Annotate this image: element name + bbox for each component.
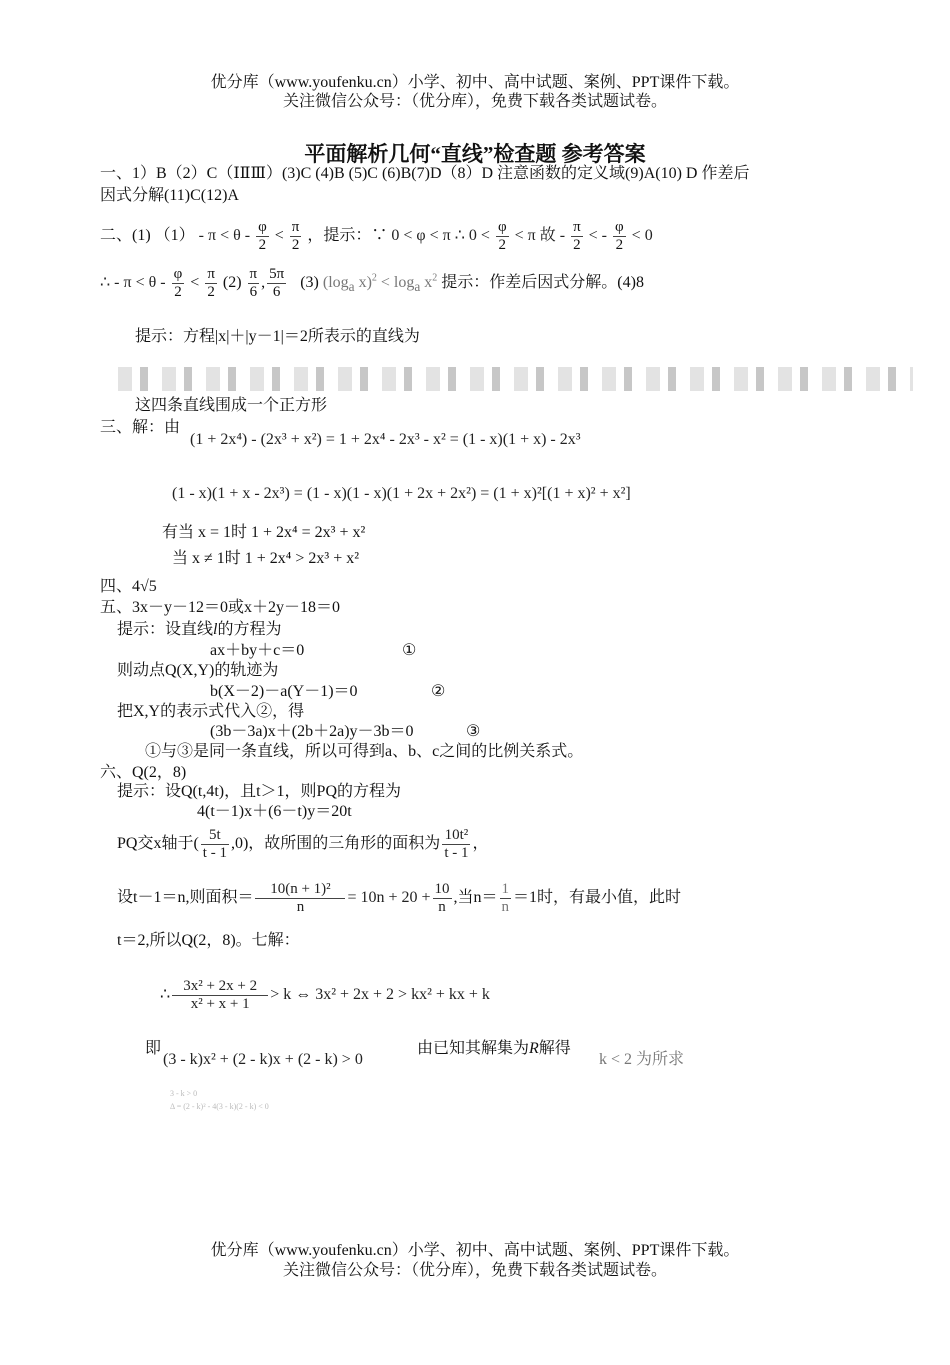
sec6-hint1: 提示：设Q(t,4t)，且t＞1，则PQ的方程为 — [117, 783, 402, 800]
sec7-known-line — [417, 1039, 571, 1059]
sec1-line-2: 因式分解(11)C(12)A — [100, 187, 239, 204]
sec5-hint1-text: 提示：设直线 — [117, 621, 214, 638]
frac-num: φ — [497, 218, 507, 235]
sec4-root: √5 — [140, 578, 157, 595]
sec4 — [100, 577, 157, 597]
frac-den: 2 — [207, 283, 215, 300]
frac-phi-2b — [496, 219, 509, 254]
footer-line-2: 关注微信公众号：（优分库），免费下载各类试题试卷。 — [282, 1262, 667, 1279]
sec2-hint4: 提示：方程|x|＋|y－1|＝2所表示的直线为 — [135, 328, 420, 345]
sec2-prefix: 二、(1) （1） — [100, 227, 195, 244]
sec5-eq3: (3b－3a)x＋(2b＋2a)y－3b＝0 — [210, 723, 414, 740]
sec2-hint5: 这四条直线围成一个正方形 — [135, 397, 328, 414]
sec2-item2: (2) — [222, 274, 242, 291]
sec2-expr1b: 0 < φ < π ∴ 0 < — [391, 227, 490, 244]
frac-den: t - 1 — [444, 844, 469, 861]
frac-num: π — [291, 218, 300, 235]
log-base-2: a — [414, 279, 421, 295]
frac-pi-6 — [248, 266, 260, 301]
sec5-eq2: b(X－2)－a(Y－1)＝0 — [210, 683, 358, 700]
sec6-final: t＝2,所以Q(2，8)。七解： — [117, 932, 300, 949]
log-x: x) — [354, 274, 372, 291]
sec2-lt-zero: < 0 — [631, 227, 653, 244]
frac-phi-2c — [613, 219, 626, 254]
sec5-answer: 五、3x－y－12＝0或x＋2y－18＝0 — [100, 599, 341, 616]
sec6-set-line — [117, 880, 681, 916]
footer-line-1: 优分库（www.youfenku.cn）小学、初中、高中试题、案例、PPT课件下载。 — [210, 1242, 740, 1259]
frac-den: 2 — [573, 236, 581, 253]
frac-10-n — [433, 881, 452, 916]
sec5-mark3: ③ — [466, 723, 481, 740]
sec5-eq1: ax＋by＋c＝0 — [210, 642, 305, 659]
page-title: 平面解析几何“直线”检查题 参考答案 — [304, 142, 646, 166]
frac-num: φ — [615, 218, 624, 235]
frac-num: 5π — [269, 265, 285, 282]
frac-num: 10(n + 1)² — [255, 881, 345, 899]
sec6-pq-mid: ,0)，故所围的三角形的面积为 — [230, 835, 441, 852]
sec2-expr1a: - π < θ - — [198, 227, 251, 244]
frac-pi-2d — [205, 266, 217, 301]
sec7-ineq: (3 - k)x² + (2 - k)x + (2 - k) > 0 — [163, 1051, 363, 1068]
sec6-pq-start: PQ交x轴于( — [117, 835, 199, 852]
frac-1-n — [500, 881, 512, 916]
sec5-hint1-l: l — [213, 621, 218, 638]
header-line-2: 关注微信公众号：（优分库），免费下载各类试题试卷。 — [282, 93, 667, 110]
sec3-label: 三、解：由 — [100, 419, 181, 436]
frac-area — [255, 881, 345, 916]
sec2-line-1: 二、(1) （1） - π < θ - $\frac{\varphi}{2}$ < $\frac{\pi}{2}$ ，提示：∵ 0 < φ < π ∴ 0 < $\frac{\varphi}{2}$ < π 故 - $\frac{\pi}{2}$ < - $\frac{\varphi}{2}$ < 0 — [100, 218, 653, 253]
log-open: (log — [322, 274, 349, 291]
sec5-hint3: 把X,Y的表示式代入②，得 — [117, 703, 305, 720]
frac-den: n — [438, 898, 446, 915]
sec7-known: 由已知其解集为 — [417, 1040, 530, 1057]
log-base: a — [348, 279, 355, 295]
frac-sec7 — [172, 978, 268, 1013]
frac-5pi-6 — [267, 266, 286, 301]
frac-den: 2 — [174, 283, 182, 300]
sec7-R: R — [529, 1040, 539, 1057]
frac-den: n — [501, 898, 510, 915]
frac-phi-2 — [256, 219, 269, 254]
sec2-lt-pi: < π 故 - — [514, 227, 566, 244]
frac-num: φ — [173, 265, 183, 282]
sec6-set-mid: = 10n + 20 + — [347, 889, 431, 906]
sec7-ji: 即 — [145, 1040, 162, 1057]
frac-phi-2d — [172, 266, 185, 301]
frac-num: φ — [258, 218, 267, 235]
sec6-set-end: ＝1时，有最小值，此时 — [513, 889, 682, 906]
sec2-item3: (3) — [300, 274, 319, 291]
sec2-lt-neg: < - — [588, 227, 607, 244]
log-x2: x — [420, 274, 433, 291]
frac-num: 10t² — [442, 827, 470, 845]
frac-10t2 — [442, 827, 470, 862]
frac-den: n — [296, 898, 305, 915]
frac-den: t - 1 — [202, 844, 227, 861]
frac-num: π — [249, 265, 258, 282]
sec6-answer: 六、Q(2，8) — [100, 764, 187, 781]
sec3-case1: 有当 x = 1时 1 + 2x⁴ = 2x³ + x² — [162, 524, 366, 541]
sec7-cond-2: Δ = (2 - k)² - 4(3 - k)(2 - k) < 0 — [170, 1102, 269, 1111]
sec2-hint: ，提示：∵ — [307, 227, 388, 244]
frac-5t — [201, 827, 229, 862]
sec6-set-start: 设t－1＝n,则面积＝ — [117, 889, 254, 906]
sec5-hint4: ①与③是同一条直线，所以可得到a、b、c之间的比例关系式。 — [145, 743, 584, 760]
log-expr — [322, 272, 438, 295]
frac-den: 2 — [498, 236, 507, 253]
sec2-hint3: 提示：作差后因式分解。(4)8 — [441, 274, 644, 291]
frac-num: 10 — [434, 880, 450, 897]
frac-den: 6 — [249, 283, 258, 300]
sec7-rhs: > k ⇔ 3x² + 2x + 2 > kx² + kx + k — [270, 986, 490, 1003]
frac-den: x² + x + 1 — [190, 995, 250, 1012]
sec7-result: k < 2 为所求 — [599, 1051, 685, 1068]
sec2-line2-start: ∴ - π < θ - — [100, 274, 166, 291]
sec7-de: 解得 — [538, 1040, 571, 1057]
sec6-pq-line — [117, 826, 489, 862]
frac-num: 5t — [201, 827, 229, 845]
frac-num: π — [573, 218, 581, 235]
sec6-eq1: 4(t－1)x＋(6－t)y＝20t — [197, 803, 352, 820]
sec5-hint1-end: 的方程为 — [217, 621, 282, 638]
sec4-label: 四、4 — [100, 578, 141, 595]
sec7-line-1 — [160, 975, 490, 1015]
frac-pi-2b — [571, 219, 583, 254]
sec6-set-mid2: ,当n＝ — [453, 889, 498, 906]
sec3-case2: 当 x ≠ 1时 1 + 2x⁴ > 2x³ + x² — [172, 550, 360, 567]
frac-den: 2 — [258, 236, 267, 253]
sec6-pq-end: ， — [472, 835, 489, 852]
header-line-1: 优分库（www.youfenku.cn）小学、初中、高中试题、案例、PPT课件下载。 — [210, 74, 740, 91]
frac-den: 2 — [291, 236, 300, 253]
frac-den: 2 — [615, 236, 624, 253]
sec5-mark2: ② — [431, 683, 446, 700]
sec3-eq2: (1 - x)(1 + x - 2x³) = (1 - x)(1 - x)(1 + 2x + 2x²) = (1 + x)²[(1 + x)² + x²] — [172, 485, 631, 502]
sec5-hint2: 则动点Q(X,Y)的轨迹为 — [117, 662, 279, 679]
log-sq-2: 2 — [432, 272, 438, 284]
frac-pi-2 — [290, 219, 302, 254]
sec2-line-2: ∴ - π < θ - $\frac{\varphi}{2}$ < $\frac{\pi}{2}$ (2) $\frac{\pi}{6}$ , $\frac{5\pi}{6}$ (3) ($\log_a$ $x)^2 < \log_a x^2$ 提示：作差后因式分解。(4)8 — [100, 265, 644, 300]
frac-num: 3x² + 2x + 2 — [172, 978, 268, 996]
sec7-therefore: ∴ — [160, 986, 171, 1003]
sec7-cond-1: 3 - k > 0 — [170, 1089, 198, 1098]
sec3-eq1: (1 + 2x⁴) - (2x³ + x²) = 1 + 2x⁴ - 2x³ - x² = (1 - x)(1 + x) - 2x³ — [190, 431, 581, 448]
log-mid: < log — [376, 274, 415, 291]
log-sq: 2 — [371, 272, 377, 284]
sec5-mark1: ① — [402, 642, 417, 659]
frac-num: 1 — [501, 880, 510, 897]
sec5-hint1 — [117, 620, 281, 640]
blurred-equations-image — [118, 367, 913, 391]
frac-den: 6 — [272, 283, 281, 300]
sec1-line-1: 一、1）B（2）C（ⅠⅡⅢ）(3)C (4)B (5)C (6)B(7)D（8）D 注意函数的定义域(9)A(10) D 作差后 — [100, 165, 750, 182]
frac-num: π — [207, 265, 215, 282]
